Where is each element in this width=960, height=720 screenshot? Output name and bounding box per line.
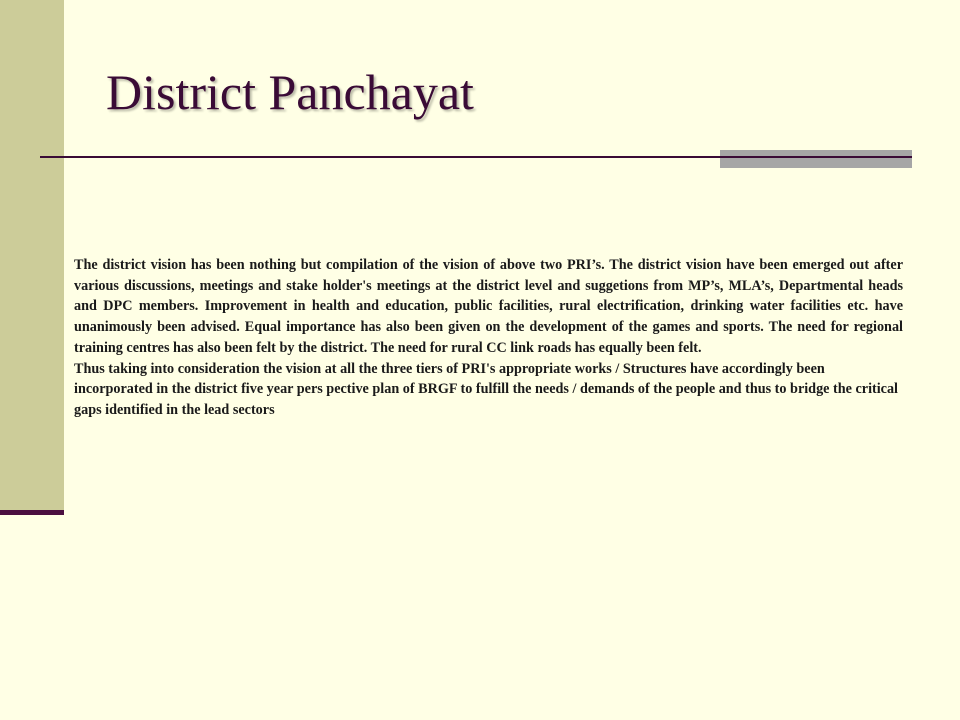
- slide-title: District Panchayat: [106, 64, 474, 120]
- body-paragraph-plan: Thus taking into consideration the vision at all the three tiers of PRI's appropriate works / Structures have accordingly been incorporated in the district five year pers pective plan of BRGF to fulfill the needs / demands of the people and thus to bridge the critical gaps identified in the lead sectors: [74, 360, 899, 418]
- title-divider-accent-line: [720, 156, 912, 158]
- side-accent-bar: [0, 0, 64, 512]
- side-accent-underline: [0, 510, 64, 515]
- slide-body: [74, 255, 903, 421]
- title-divider-accent-block: [720, 150, 912, 168]
- body-paragraph-vision: The district vision has been nothing but compilation of the vision of above two PRI’s. The district vision have been emerged out after various discussions, meetings and stake holder's meetings at the district level and suggetions from MP’s, MLA’s, Departmental heads and DPC members. Improvement in health and education, public facilities, rural electrification, drinking water facilities etc. have unanimously been advised. Equal importance has also been given on the development of the games and sports. The need for regional training centres has also been felt by the district. The need for rural CC link roads has equally been felt.: [74, 257, 903, 356]
